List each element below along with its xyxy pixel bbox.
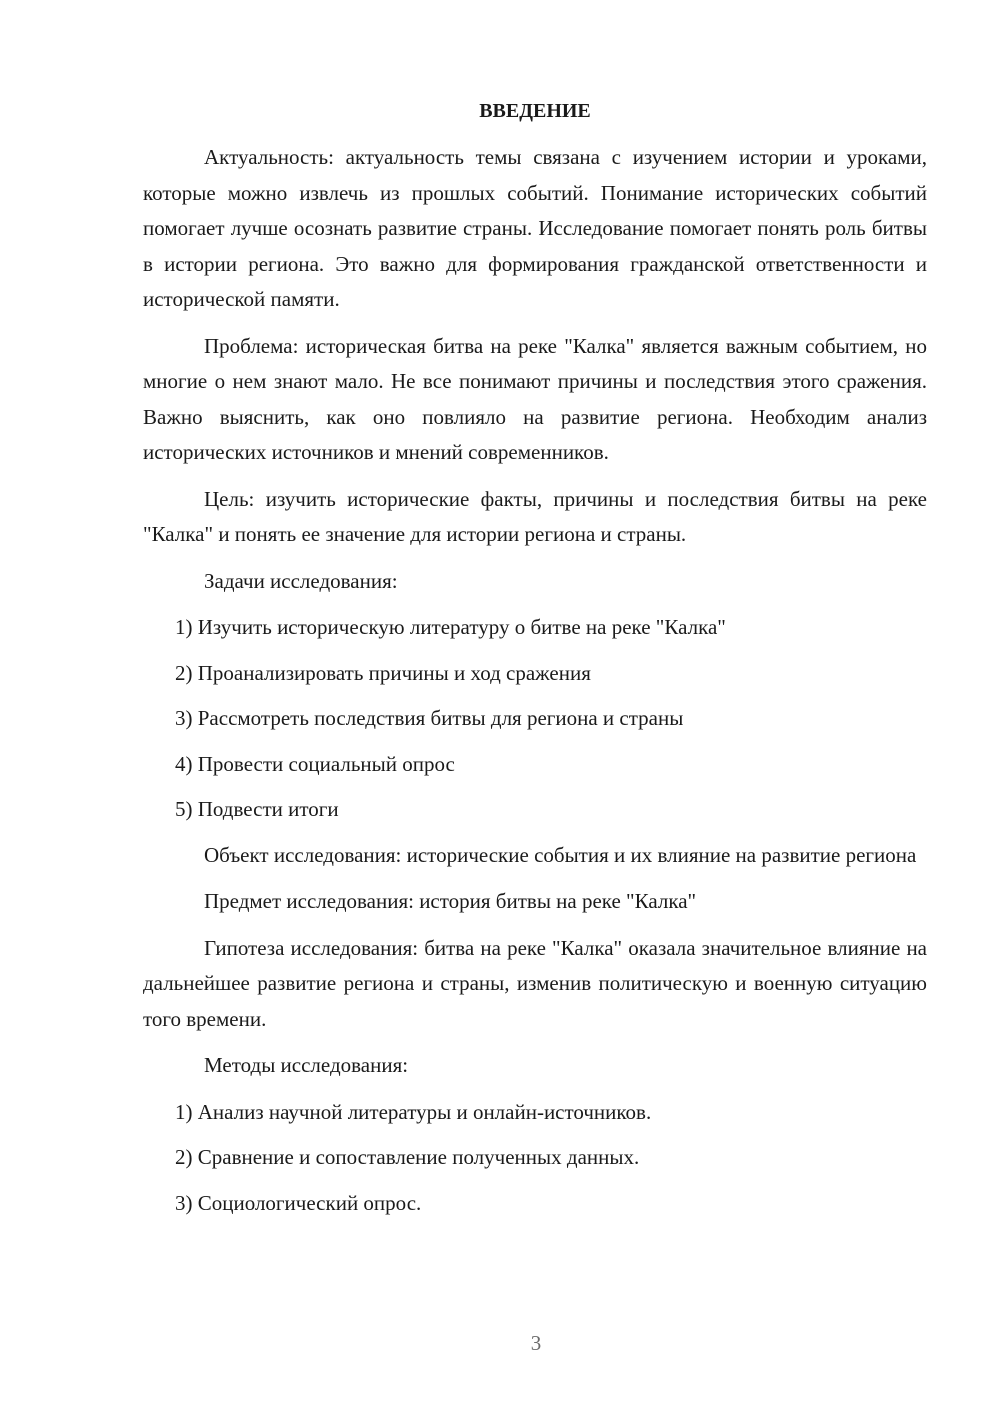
list-item: 2) Проанализировать причины и ход сражения [175,660,591,685]
problem-paragraph: Проблема: историческая битва на реке "Калка" является важным событием, но многие о нем знают мало. Не все понимают причины и последствия этого сражения. Важно выяснить, как оно повлияло на развитие региона. Необходим анализ исторических источников и мнений современников. [143,333,927,464]
subject-paragraph: Предмет исследования: история битвы на реке "Калка" [204,889,697,913]
list-item: 3) Рассмотреть последствия битвы для региона и страны [175,706,684,730]
page-content [143,94,927,1231]
list-item: 3) Социологический опрос. [175,1190,422,1215]
list-item: 4) Провести социальный опрос [175,751,455,776]
methods-list [143,1095,927,1222]
list-item: 1) Анализ научной литературы и онлайн-источников. [175,1099,652,1124]
tasks-title: Задачи исследования: [204,568,398,593]
hypothesis-paragraph: Гипотеза исследования: битва на реке "Калка" оказала значительное влияние на дальнейшее развитие региона и страны, изменив политическую и военную ситуацию того времени. [143,935,927,1031]
goal-paragraph: Цель: изучить исторические факты, причины и последствия битвы на реке "Калка" и понять ее значение для истории региона и страны. [143,486,927,546]
list-item: 1) Изучить историческую литературу о битве на реке "Калка" [175,615,726,639]
page-number: 3 [530,1331,542,1355]
list-item: 2) Сравнение и сопоставление полученных данных. [175,1145,640,1169]
relevance-paragraph: Актуальность: актуальность темы связана с изучением истории и уроками, которые можно извлечь из прошлых событий. Понимание исторических событий помогает лучше осознать развитие страны. Исследование помогает понять роль битвы в истории региона. Это важно для формирования гражданской ответственности и исторической памяти. [143,145,927,311]
list-item: 5) Подвести итоги [175,797,339,821]
object-paragraph: Объект исследования: исторические события и их влияние на развитие региона [204,842,917,867]
methods-title: Методы исследования: [204,1053,409,1077]
section-heading: ВВЕДЕНИЕ [479,100,591,122]
tasks-list [143,610,927,828]
